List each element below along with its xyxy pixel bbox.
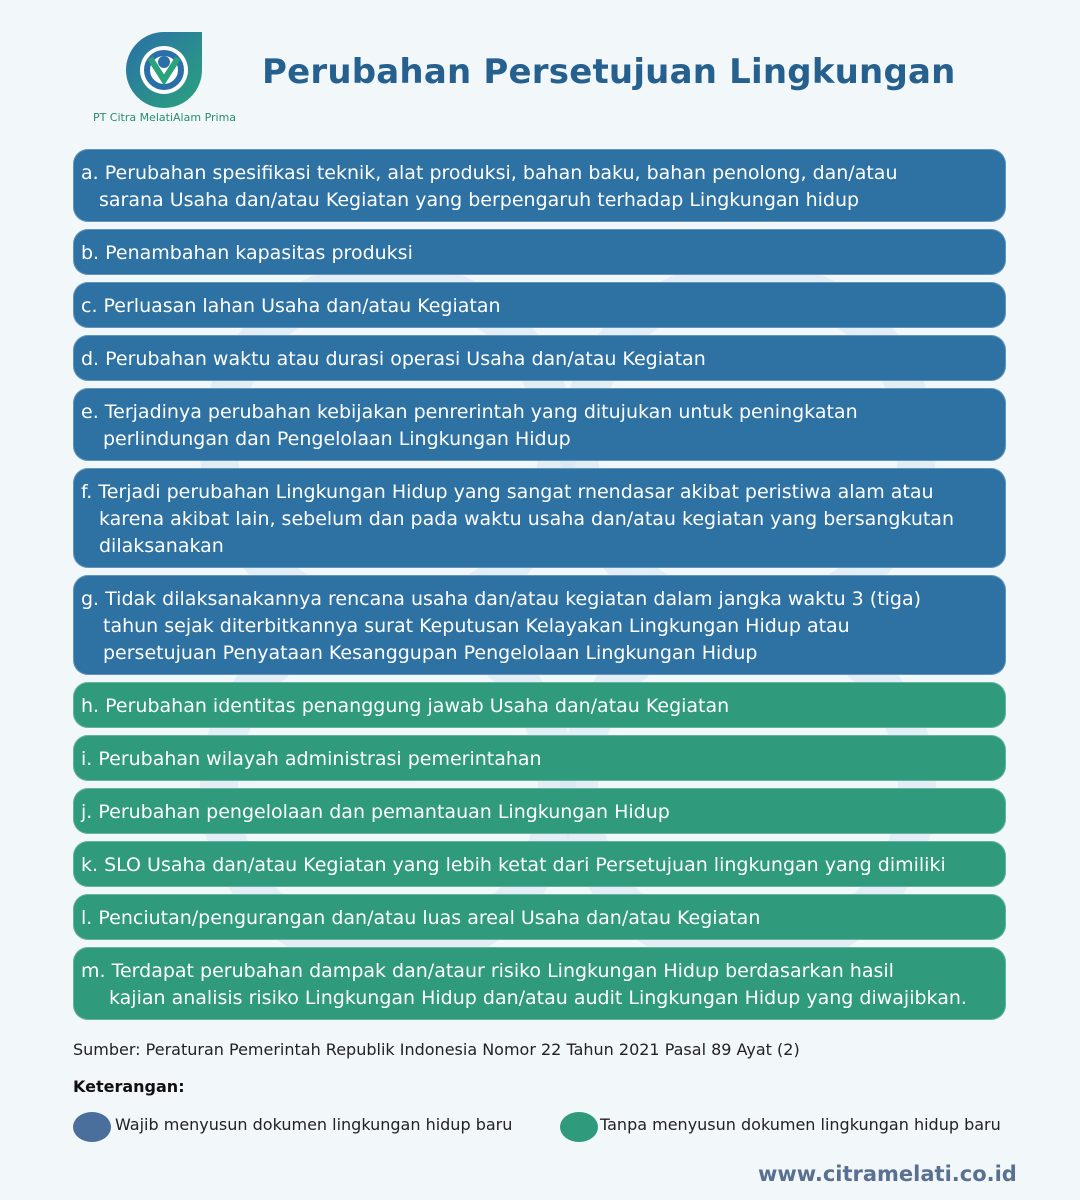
website-link[interactable]: www.citramelati.co.id: [758, 1162, 1017, 1186]
source-citation: Sumber: Peraturan Pemerintah Republik Indonesia Nomor 22 Tahun 2021 Pasal 89 Ayat (2): [73, 1040, 800, 1059]
criteria-item-text: a. Perubahan spesifikasi teknik, alat produksi, bahan baku, bahan penolong, dan/atau: [81, 162, 898, 184]
legend-item-required: [73, 1110, 543, 1142]
criteria-item: [73, 335, 1006, 381]
criteria-item-text: j. Perubahan pengelolaan dan pemantauan Lingkungan Hidup: [81, 801, 670, 823]
criteria-item-text: l. Penciutan/pengurangan dan/atau luas areal Usaha dan/atau Kegiatan: [81, 907, 761, 929]
criteria-item-text: c. Perluasan lahan Usaha dan/atau Kegiatan: [81, 295, 501, 317]
criteria-item: [73, 229, 1006, 275]
criteria-item: [73, 947, 1006, 1020]
company-name: PT Citra MelatiAlam Prima: [92, 111, 237, 124]
criteria-list: [73, 149, 1006, 1027]
criteria-item: [73, 149, 1006, 222]
criteria-item-text: kajian analisis risiko Lingkungan Hidup dan/atau audit Lingkungan Hidup yang diwajibkan.: [109, 987, 967, 1009]
criteria-item: [73, 841, 1006, 887]
legend-item-not-required: [560, 1110, 1030, 1142]
criteria-item-text: karena akibat lain, sebelum dan pada waktu usaha dan/atau kegiatan yang bersangkutan: [99, 508, 954, 530]
legend-dot-blue: [73, 1112, 111, 1142]
criteria-item-text: perlindungan dan Pengelolaan Lingkungan Hidup: [103, 428, 571, 450]
criteria-item-text: d. Perubahan waktu atau durasi operasi Usaha dan/atau Kegiatan: [81, 348, 706, 370]
criteria-item-text: dilaksanakan: [99, 535, 224, 557]
criteria-item-text: tahun sejak diterbitkannya surat Keputusan Kelayakan Lingkungan Hidup atau: [103, 615, 850, 637]
criteria-item: [73, 468, 1006, 568]
criteria-item: [73, 735, 1006, 781]
criteria-item-text: i. Perubahan wilayah administrasi pemerintahan: [81, 748, 542, 770]
legend-label: Wajib menyusun dokumen lingkungan hidup baru: [115, 1115, 513, 1134]
criteria-item: [73, 894, 1006, 940]
criteria-item-text: g. Tidak dilaksanakannya rencana usaha dan/atau kegiatan dalam jangka waktu 3 (tiga): [81, 588, 922, 610]
company-logo: [82, 28, 247, 128]
criteria-item-text: f. Terjadi perubahan Lingkungan Hidup yang sangat rnendasar akibat peristiwa alam atau: [81, 481, 934, 503]
criteria-item: [73, 682, 1006, 728]
criteria-item: [73, 788, 1006, 834]
logo-icon: [120, 28, 210, 110]
criteria-item: [73, 388, 1006, 461]
criteria-item: [73, 282, 1006, 328]
criteria-item-text: persetujuan Penyataan Kesanggupan Pengelolaan Lingkungan Hidup: [103, 642, 758, 664]
criteria-item-text: b. Penambahan kapasitas produksi: [81, 242, 413, 264]
page-title: Perubahan Persetujuan Lingkungan: [262, 52, 956, 92]
legend-dot-green: [560, 1112, 598, 1142]
criteria-item-text: sarana Usaha dan/atau Kegiatan yang berpengaruh terhadap Lingkungan hidup: [99, 189, 860, 211]
criteria-item: [73, 575, 1006, 675]
legend-label: Tanpa menyusun dokumen lingkungan hidup baru: [600, 1115, 1001, 1134]
criteria-item-text: m. Terdapat perubahan dampak dan/ataur risiko Lingkungan Hidup berdasarkan hasil: [81, 960, 894, 982]
criteria-item-text: h. Perubahan identitas penanggung jawab Usaha dan/atau Kegiatan: [81, 695, 730, 717]
criteria-item-text: e. Terjadinya perubahan kebijakan penrerintah yang ditujukan untuk peningkatan: [81, 401, 858, 423]
legend-title: Keterangan:: [73, 1077, 185, 1096]
criteria-item-text: k. SLO Usaha dan/atau Kegiatan yang lebih ketat dari Persetujuan lingkungan yang dimiliki: [81, 854, 946, 876]
